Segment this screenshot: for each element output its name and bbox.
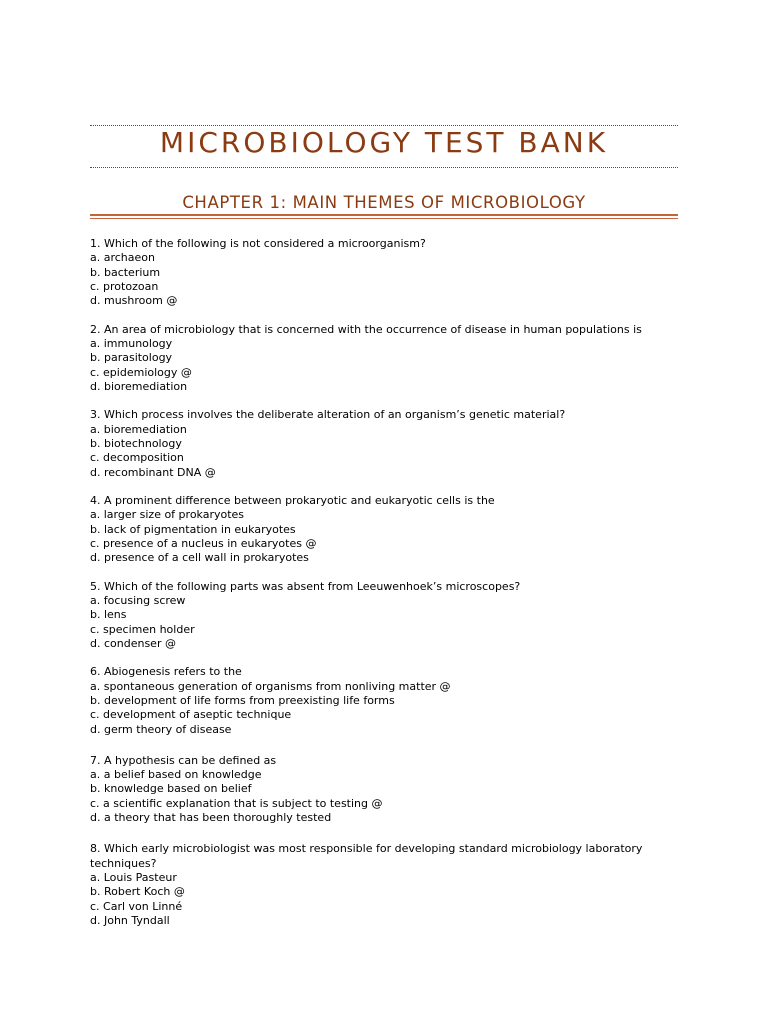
answer-option: d. recombinant DNA @	[90, 465, 216, 479]
answer-option: c. a scientific explanation that is subject to testing @	[90, 796, 383, 810]
question-stem: 1. Which of the following is not considered a microorganism?	[90, 237, 426, 250]
answer-option: a. Louis Pasteur	[90, 870, 177, 884]
answer-option: b. parasitology	[90, 351, 173, 365]
answer-option: a. bioremediation	[90, 422, 187, 436]
question-stem: 8. Which early microbiologist was most responsible for developing standard microbiology laboratory techniques?	[90, 842, 643, 870]
answer-option: c. specimen holder	[90, 622, 195, 636]
question-2	[90, 323, 690, 394]
answer-option: a. larger size of prokaryotes	[90, 508, 245, 522]
question-3	[90, 408, 690, 479]
question-7	[90, 754, 690, 825]
answer-option: c. protozoan	[90, 279, 159, 293]
answer-option: a. archaeon	[90, 251, 155, 265]
answer-option: d. presence of a cell wall in prokaryotes	[90, 551, 309, 565]
answer-option: b. knowledge based on belief	[90, 782, 252, 796]
question-stem: 6. Abiogenesis refers to the	[90, 665, 242, 679]
question-5	[90, 580, 690, 651]
question-8	[90, 842, 690, 928]
document-title: MICROBIOLOGY TEST BANK	[159, 126, 609, 159]
answer-option: d. a theory that has been thoroughly tested	[90, 811, 332, 825]
answer-option: b. Robert Koch @	[90, 885, 185, 899]
answer-option: d. germ theory of disease	[90, 722, 232, 736]
question-stem: 2. An area of microbiology that is concerned with the occurrence of disease in human populations is	[90, 322, 642, 336]
answer-option: c. epidemiology @	[90, 365, 192, 379]
answer-option: a. immunology	[90, 336, 173, 350]
question-1	[90, 237, 690, 308]
answer-option: d. mushroom @	[90, 294, 178, 308]
answer-option: b. development of life forms from preexisting life forms	[90, 693, 395, 707]
answer-option: d. bioremediation	[90, 379, 188, 393]
document-page	[90, 0, 678, 1024]
chapter-double-rule	[90, 214, 678, 219]
answer-option: c. presence of a nucleus in eukaryotes @	[90, 536, 317, 550]
chapter-heading: CHAPTER 1: MAIN THEMES OF MICROBIOLOGY	[182, 193, 586, 212]
answer-option: d. condenser @	[90, 636, 176, 650]
answer-option: b. lack of pigmentation in eukaryotes	[90, 522, 296, 536]
answer-option: b. bacterium	[90, 265, 161, 279]
answer-option: c. decomposition	[90, 451, 184, 465]
question-6	[90, 665, 690, 736]
answer-option: c. development of aseptic technique	[90, 708, 292, 722]
answer-option: a. focusing screw	[90, 593, 186, 607]
answer-option: b. lens	[90, 608, 127, 622]
answer-option: d. John Tyndall	[90, 913, 170, 927]
question-stem: 3. Which process involves the deliberate alteration of an organism’s genetic material?	[90, 408, 566, 422]
question-stem: 7. A hypothesis can be defined as	[90, 753, 277, 767]
question-4	[90, 494, 690, 565]
answer-option: c. Carl von Linné	[90, 899, 183, 913]
question-list	[90, 237, 690, 942]
answer-option: a. a belief based on knowledge	[90, 768, 262, 782]
title-dotted-rule	[90, 167, 678, 168]
answer-option: a. spontaneous generation of organisms from nonliving matter @	[90, 679, 451, 693]
question-stem: 5. Which of the following parts was absent from Leeuwenhoek’s microscopes?	[90, 579, 521, 593]
question-stem: 4. A prominent difference between prokaryotic and eukaryotic cells is the	[90, 494, 495, 508]
answer-option: b. biotechnology	[90, 436, 182, 450]
